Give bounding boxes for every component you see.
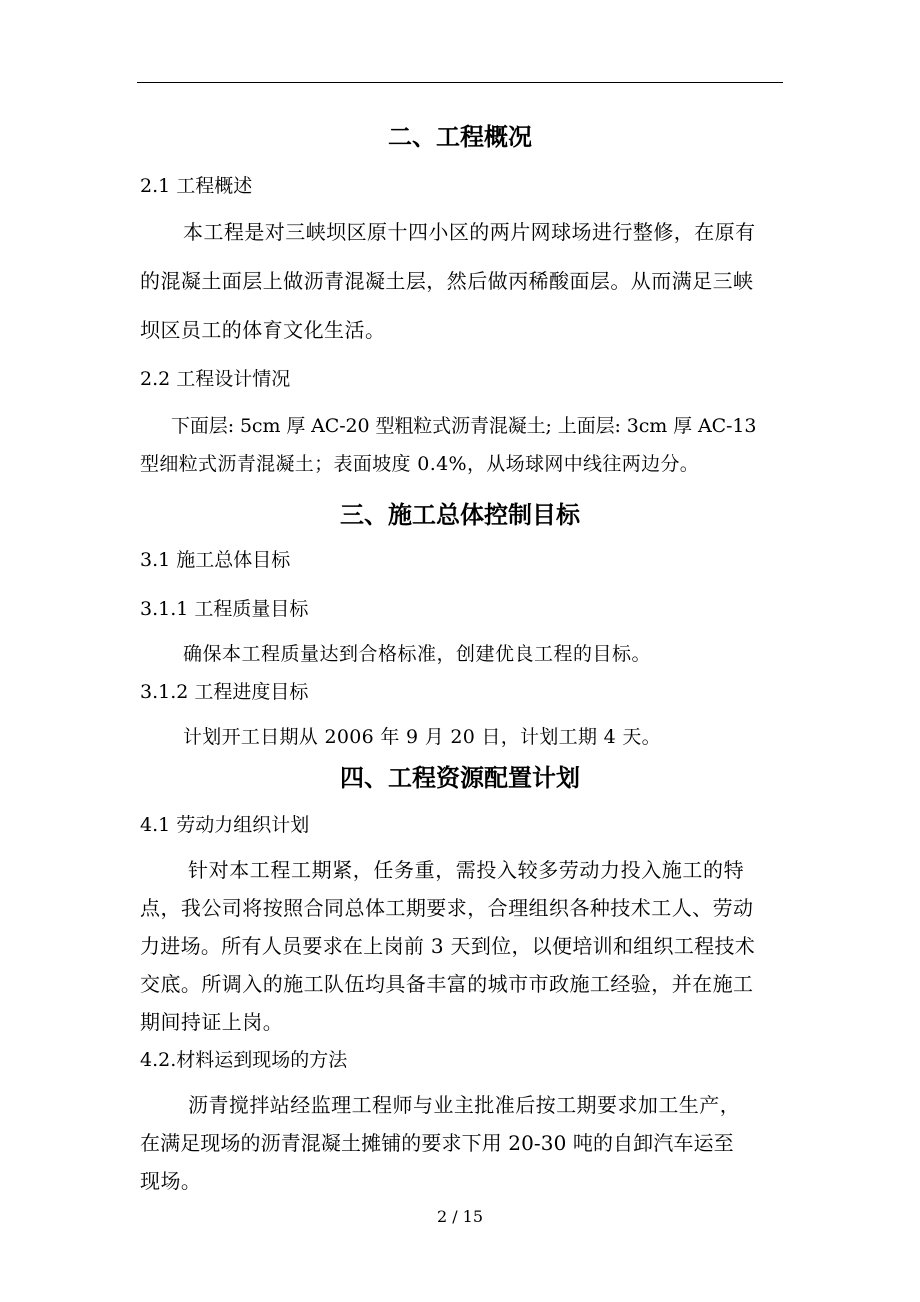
paragraph-line: 确保本工程质量达到合格标准，创建优良工程的目标。 xyxy=(183,643,652,665)
paragraph-line: 现场。 xyxy=(140,1169,202,1193)
paragraph-line: 期间持证上岗。 xyxy=(140,1010,284,1034)
subsection-4-2-heading: 4.2.材料运到现场的方法 xyxy=(140,1049,348,1071)
subsection-3-1-2-heading: 3.1.2 工程进度目标 xyxy=(140,681,309,703)
paragraph-line: 针对本工程工期紧，任务重，需投入较多劳动力投入施工的特 xyxy=(188,858,745,882)
subsection-4-1-heading: 4.1 劳动力组织计划 xyxy=(140,814,310,836)
subsection-3-1-heading: 3.1 施工总体目标 xyxy=(140,549,291,571)
subsection-2-2-heading: 2.2 工程设计情况 xyxy=(140,368,291,390)
section-4-title: 四、工程资源配置计划 xyxy=(340,764,580,792)
subsection-3-1-1-heading: 3.1.1 工程质量目标 xyxy=(140,598,309,620)
paragraph-line: 下面层: 5cm 厚 AC-20 型粗粒式沥青混凝土; 上面层: 3cm 厚 AC-13 xyxy=(171,415,757,437)
paragraph-line: 点，我公司将按照合同总体工期要求，合理组织各种技术工人、劳动 xyxy=(140,896,754,920)
paragraph-line: 计划开工日期从 2006 年 9 月 20 日，计划工期 4 天。 xyxy=(183,726,661,748)
section-3-title: 三、施工总体控制目标 xyxy=(340,501,580,529)
subsection-2-1-heading: 2.1 工程概述 xyxy=(140,175,253,197)
header-rule xyxy=(137,82,783,83)
paragraph-line: 的混凝土面层上做沥青混凝土层，然后做丙稀酸面层。从而满足三峡 xyxy=(140,269,754,293)
paragraph-line: 力进场。所有人员要求在上岗前 3 天到位，以便培训和组织工程技术 xyxy=(140,934,756,958)
paragraph-line: 本工程是对三峡坝区原十四小区的两片网球场进行整修，在原有 xyxy=(183,220,756,244)
paragraph-line: 坝区员工的体育文化生活。 xyxy=(140,318,386,342)
paragraph-line: 交底。所调入的施工队伍均具备丰富的城市市政施工经验，并在施工 xyxy=(140,972,754,996)
section-2-title: 二、工程概况 xyxy=(388,123,532,151)
paragraph-line: 沥青搅拌站经监理工程师与业主批准后按工期要求加工生产， xyxy=(188,1093,741,1117)
paragraph-line: 在满足现场的沥青混凝土摊铺的要求下用 20-30 吨的自卸汽车运至 xyxy=(140,1131,734,1155)
page-number: 2 / 15 xyxy=(436,1207,484,1226)
paragraph-line: 型细粒式沥青混凝土；表面坡度 0.4%，从场球网中线往两边分。 xyxy=(140,453,700,475)
